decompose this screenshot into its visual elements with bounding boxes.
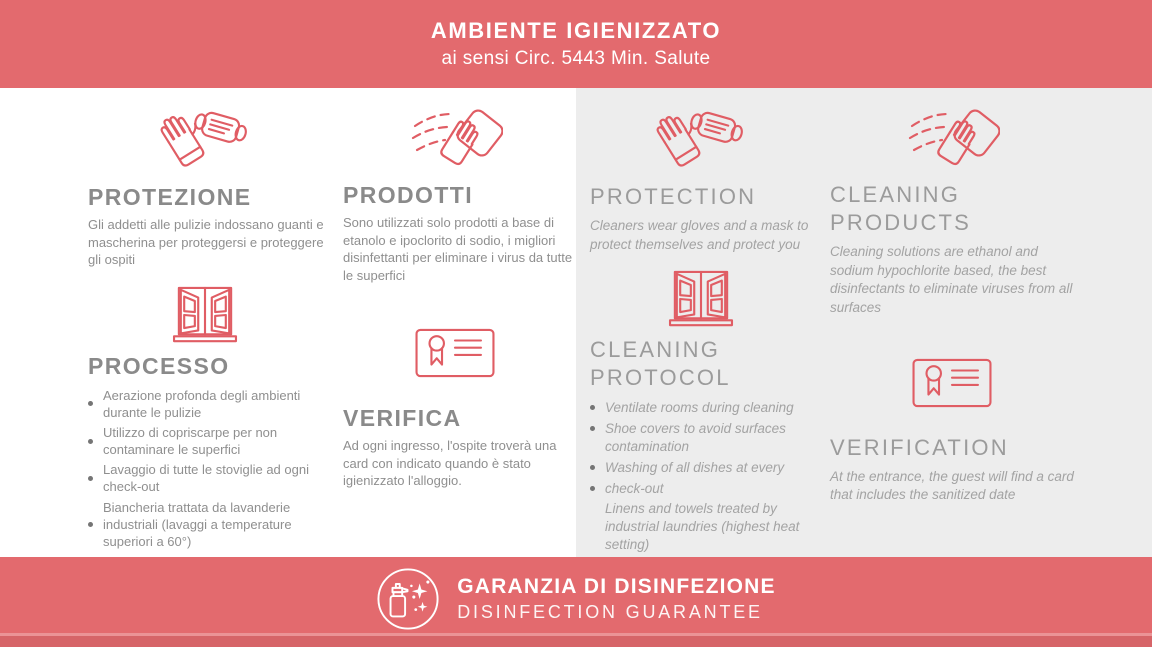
page-subtitle: ai sensi Circ. 5443 Min. Salute	[441, 48, 711, 69]
list-item-text: Lavaggio di tutte le stoviglie ad ogni check-out	[103, 462, 309, 495]
section-text-prodotti: Sono utilizzati solo prodotti a base di etanolo e ipoclorito di sodio, i migliori disinfettanti per eliminare i virus da tutte le superfici	[343, 215, 573, 283]
list-item-text: check-out	[605, 480, 664, 496]
bullet-dot	[590, 486, 595, 491]
protocol-bullet-list	[590, 399, 812, 557]
footer-title: GARANZIA DI DISINFEZIONE	[457, 575, 776, 598]
spray-bottle-icon	[376, 567, 440, 631]
mask-and-glove-icon	[159, 103, 251, 179]
section-title-processo: PROCESSO	[88, 352, 230, 379]
header-banner	[0, 0, 1152, 88]
section-text-verifica: Ad ogni ingresso, l'ospite troverà una card con indicato quando è stato igienizzato l'alloggio.	[343, 438, 557, 489]
bullet-dot	[88, 522, 93, 527]
section-title-protezione: PROTEZIONE	[88, 184, 252, 210]
footer-banner	[0, 557, 1152, 647]
list-item-text: Shoe covers to avoid surfaces contamination	[605, 421, 786, 454]
mask-and-glove-icon	[655, 103, 747, 179]
section-title-cleaning-products: CLEANING PRODUCTS	[830, 182, 972, 235]
list-item-text: Biancheria trattata da lavanderie industriali (lavaggi a temperature superiori a 60°)	[103, 499, 292, 549]
list-item	[590, 399, 812, 417]
list-item	[88, 424, 322, 458]
open-window-icon	[171, 285, 239, 345]
page-title: AMBIENTE IGIENIZZATO	[430, 18, 722, 43]
bullet-dot	[590, 426, 595, 431]
list-item-text: Washing of all dishes at every	[605, 459, 785, 475]
list-item	[88, 461, 322, 495]
bullet-dot	[590, 405, 595, 410]
list-item	[88, 499, 322, 550]
section-title-verification: VERIFICATION	[830, 434, 1009, 460]
list-item	[88, 387, 322, 421]
list-item-text: Linens and towels treated by industrial laundries (highest heat setting)	[605, 501, 800, 552]
list-item	[590, 500, 812, 553]
certificate-card-icon	[414, 328, 496, 378]
list-item	[590, 480, 812, 498]
bullet-dot	[590, 465, 595, 470]
content-area	[0, 88, 1152, 557]
section-title-verifica: VERIFICA	[343, 405, 462, 432]
bullet-dot	[88, 439, 93, 444]
section-text-protezione: Gli addetti alle pulizie indossano guanti e mascherina per proteggersi e proteggere gli ospiti	[88, 217, 324, 268]
wiping-hand-icon	[407, 103, 503, 177]
list-item-text: Aerazione profonda degli ambienti durante le pulizie	[103, 387, 301, 420]
section-text-cleaning-products: Cleaning solutions are ethanol and sodium hypochlorite based, the best disinfectants to eliminate viruses from all surfaces	[830, 244, 1073, 315]
column-products-verification	[820, 88, 1152, 557]
list-item-text: Utilizzo di copriscarpe per non contaminare le superfici	[103, 424, 278, 458]
processo-bullet-list	[88, 387, 322, 553]
section-title-prodotti: PRODOTTI	[343, 182, 474, 208]
section-title-cleaning-protocol: CLEANING PROTOCOL	[590, 337, 731, 391]
bullet-dot	[88, 401, 93, 406]
certificate-card-icon	[911, 358, 993, 408]
column-prodotti-verifica	[330, 88, 576, 557]
list-item	[590, 420, 812, 456]
footer-subtitle: DISINFECTION GUARANTEE	[457, 602, 763, 622]
section-text-protection: Cleaners wear gloves and a mask to protect themselves and protect you	[590, 218, 809, 252]
wiping-hand-icon	[904, 103, 1000, 177]
list-item	[590, 459, 812, 477]
list-item-text: Ventilate rooms during cleaning	[605, 400, 794, 416]
open-window-icon	[667, 269, 735, 329]
bullet-dot	[88, 476, 93, 481]
section-title-protection: PROTECTION	[590, 184, 757, 209]
section-text-verification: At the entrance, the guest will find a card that includes the sanitized date	[830, 468, 1074, 503]
column-protezione-processo	[0, 88, 330, 557]
column-protection-protocol	[576, 88, 820, 557]
